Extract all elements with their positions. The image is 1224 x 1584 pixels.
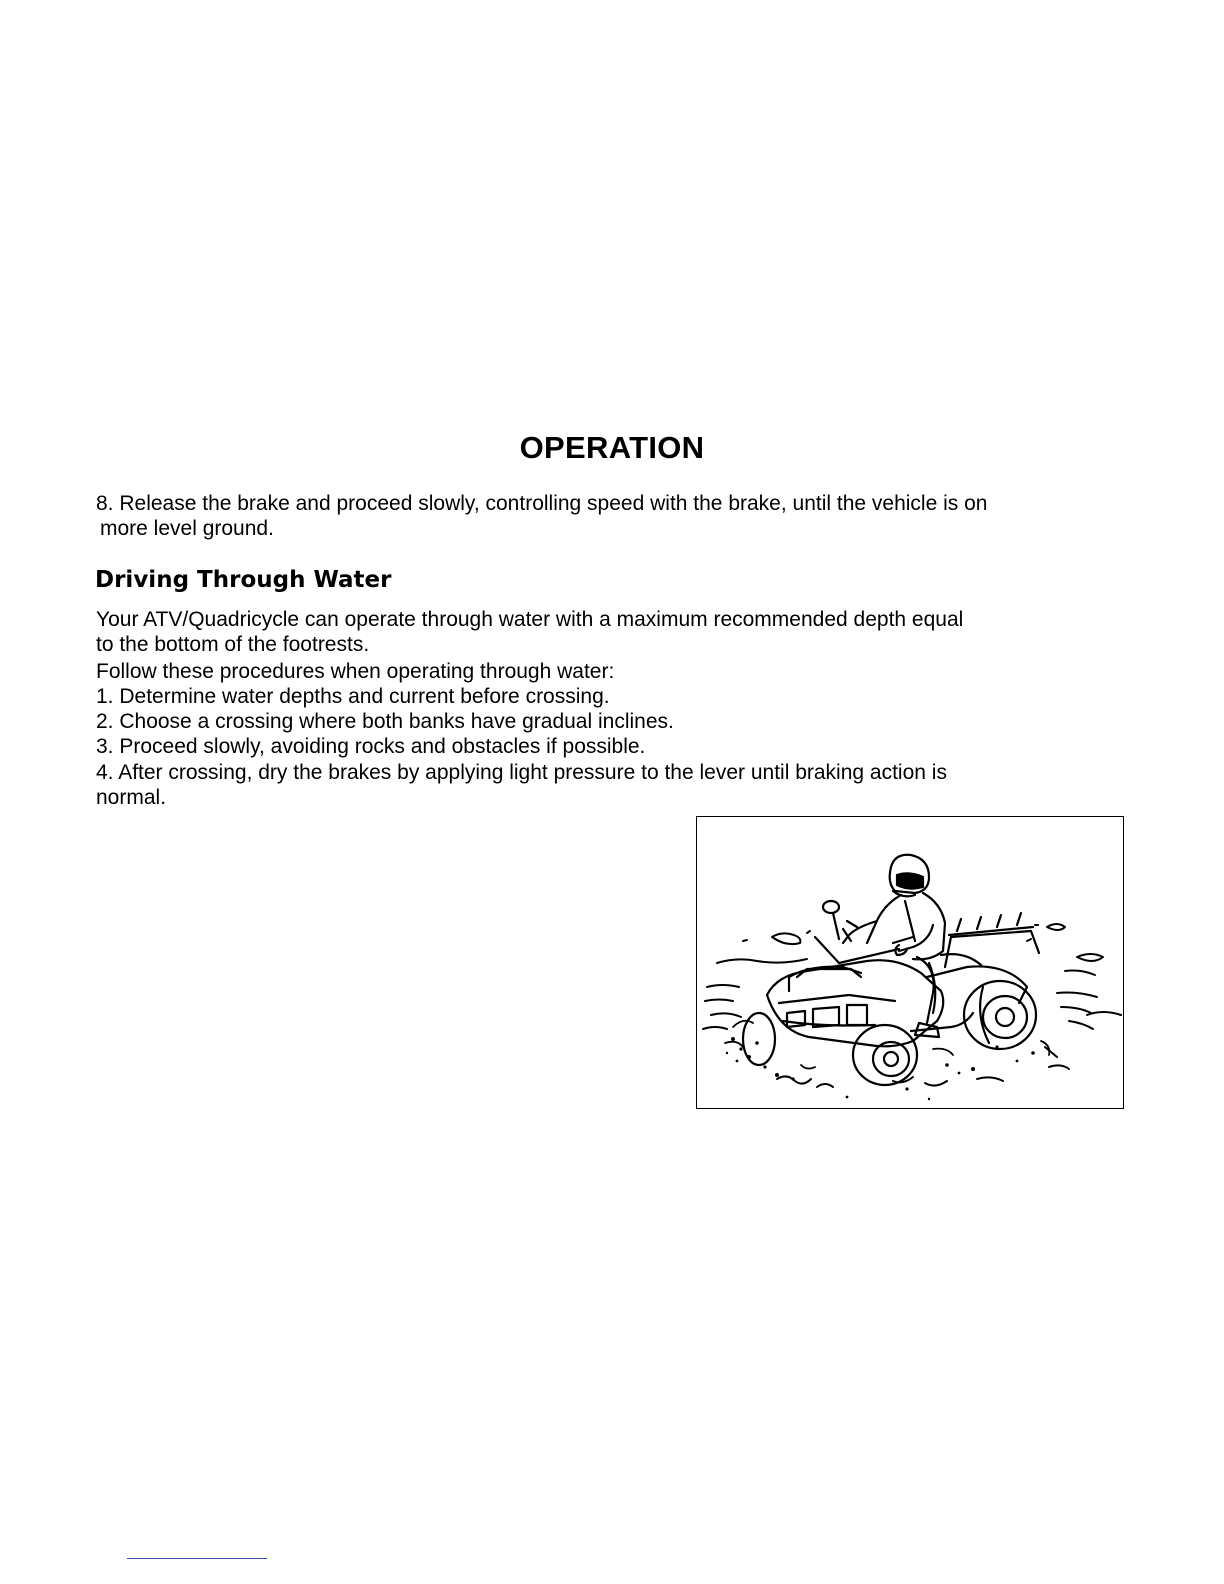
- step-1: 1. Determine water depths and current before crossing.: [96, 685, 610, 708]
- step-3: 3. Proceed slowly, avoiding rocks and obstacles if possible.: [96, 735, 646, 758]
- intro-line-2: more level ground.: [100, 517, 274, 540]
- atv-illustration-frame: [696, 816, 1124, 1109]
- section-line-3: Follow these procedures when operating through water:: [96, 660, 615, 683]
- atv-water-crossing-icon: [697, 817, 1122, 1107]
- step-4-continued: normal.: [96, 786, 167, 809]
- step-2: 2. Choose a crossing where both banks have gradual inclines.: [96, 710, 674, 733]
- intro-line-1: 8. Release the brake and proceed slowly, controlling speed with the brake, until the vehicle is on: [96, 492, 988, 515]
- section-heading: Driving Through Water: [95, 567, 392, 593]
- page-title: OPERATION: [519, 430, 705, 465]
- section-line-1: Your ATV/Quadricycle can operate through water with a maximum recommended depth equal: [96, 608, 964, 631]
- section-line-2: to the bottom of the footrests.: [96, 633, 370, 656]
- footer-rule: [127, 1558, 267, 1559]
- step-4: 4. After crossing, dry the brakes by applying light pressure to the lever until braking action is: [96, 761, 947, 784]
